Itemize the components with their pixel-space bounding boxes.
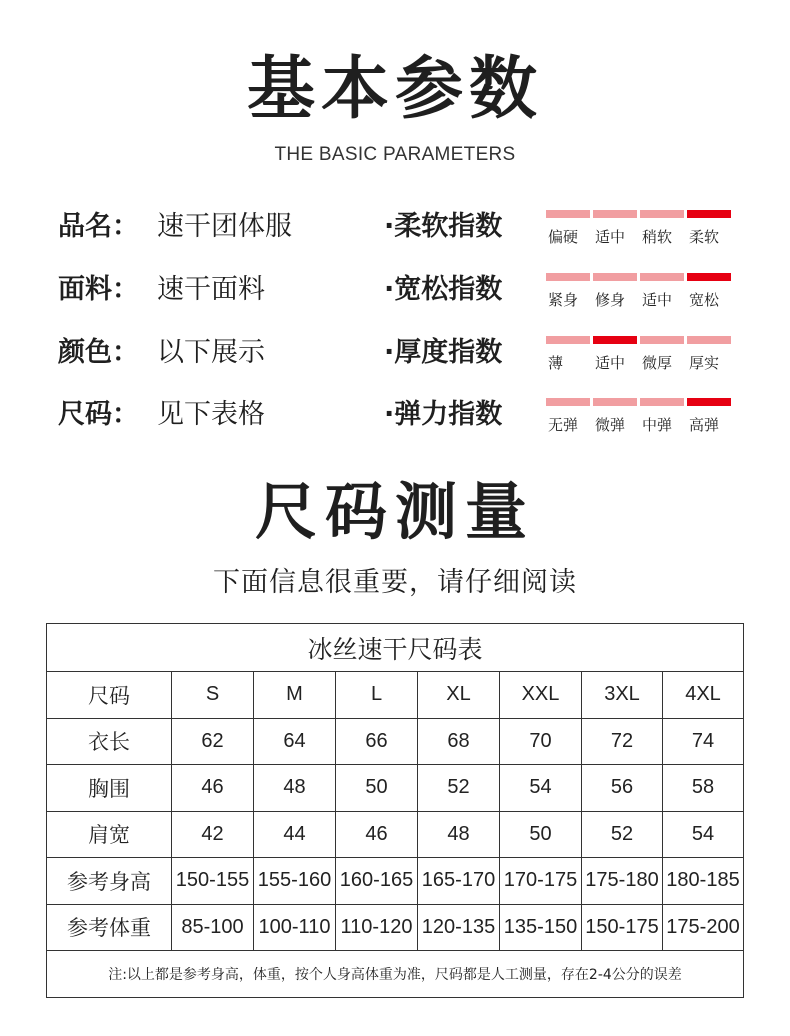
table-cell: 50	[500, 811, 582, 858]
row-header: 尺码	[47, 672, 172, 719]
scale-bar	[687, 336, 731, 344]
table-cell: 160-165	[336, 858, 418, 905]
scale-label: 中弹	[642, 416, 673, 434]
scale-bar	[546, 273, 590, 281]
index-label: ·宽松指数	[384, 274, 503, 305]
scale-label: 高弹	[689, 416, 720, 434]
scale-bar-active	[593, 336, 637, 344]
table-cell: S	[172, 672, 254, 719]
scale-bar	[640, 336, 684, 344]
scale-label: 无弹	[548, 416, 579, 434]
param-value: 以下展示	[157, 337, 265, 368]
param-label: 颜色：	[58, 337, 139, 368]
scale-bar	[593, 210, 637, 218]
table-row	[47, 672, 744, 719]
table-cell: 70	[500, 718, 582, 765]
table-cell: 85-100	[172, 904, 254, 951]
table-cell: 54	[500, 765, 582, 812]
param-value: 见下表格	[157, 399, 265, 430]
table-row	[47, 811, 744, 858]
table-cell: 44	[254, 811, 336, 858]
table-cell: 48	[254, 765, 336, 812]
table-cell: 100-110	[254, 904, 336, 951]
table-cell: 170-175	[500, 858, 582, 905]
scale-label: 修身	[595, 291, 626, 309]
row-header: 肩宽	[47, 811, 172, 858]
row-header: 胸围	[47, 765, 172, 812]
scale-label: 稍软	[642, 228, 673, 246]
scale-label: 微弹	[595, 416, 626, 434]
table-cell: 64	[254, 718, 336, 765]
table-cell: L	[336, 672, 418, 719]
size-table-caption: 冰丝速干尺码表	[47, 624, 744, 672]
index-scale	[546, 210, 734, 254]
param-row	[0, 392, 790, 442]
param-value: 速干面料	[157, 274, 265, 305]
table-row	[47, 765, 744, 812]
scale-bar-active	[687, 210, 731, 218]
scale-bar	[546, 210, 590, 218]
scale-bar	[640, 398, 684, 406]
param-value: 速干团体服	[157, 211, 292, 242]
table-cell: 56	[582, 765, 663, 812]
table-note: 注:以上都是参考身高，体重，按个人身高体重为准，尺码都是人工测量，存在2-4公分的误差	[47, 951, 744, 998]
scale-label: 适中	[642, 291, 673, 309]
scale-bar-active	[687, 398, 731, 406]
param-row	[0, 330, 790, 380]
scale-label: 柔软	[689, 228, 720, 246]
scale-label: 微厚	[642, 354, 673, 372]
table-cell: 52	[582, 811, 663, 858]
index-scale	[546, 273, 734, 317]
scale-label: 紧身	[548, 291, 579, 309]
scale-bar	[640, 273, 684, 281]
table-cell: 46	[172, 765, 254, 812]
table-cell: 4XL	[663, 672, 744, 719]
table-row	[47, 718, 744, 765]
index-label: ·弹力指数	[384, 399, 503, 430]
scale-label: 厚实	[689, 354, 720, 372]
table-cell: 50	[336, 765, 418, 812]
param-row	[0, 267, 790, 317]
table-cell: 150-175	[582, 904, 663, 951]
table-cell: 52	[418, 765, 500, 812]
table-cell: 180-185	[663, 858, 744, 905]
page-title: 基本参数	[246, 50, 543, 129]
table-cell: 54	[663, 811, 744, 858]
table-cell: 72	[582, 718, 663, 765]
size-section-subtitle: 下面信息很重要，请仔细阅读	[213, 567, 577, 598]
scale-label: 宽松	[689, 291, 720, 309]
table-cell: 165-170	[418, 858, 500, 905]
table-cell: XXL	[500, 672, 582, 719]
param-label: 尺码：	[58, 399, 139, 430]
scale-bar-active	[687, 273, 731, 281]
scale-label: 适中	[595, 228, 626, 246]
param-label: 品名：	[58, 211, 139, 242]
scale-label: 薄	[548, 354, 564, 372]
table-cell: 58	[663, 765, 744, 812]
table-cell: M	[254, 672, 336, 719]
table-cell: 42	[172, 811, 254, 858]
index-scale	[546, 336, 734, 380]
table-cell: 120-135	[418, 904, 500, 951]
index-scale	[546, 398, 734, 442]
page-subtitle: THE BASIC PARAMETERS	[274, 144, 516, 165]
table-cell: 175-180	[582, 858, 663, 905]
index-label: ·柔软指数	[384, 211, 503, 242]
scale-bar	[546, 398, 590, 406]
table-cell: 110-120	[336, 904, 418, 951]
size-table	[46, 623, 744, 998]
scale-bar	[640, 210, 684, 218]
table-row	[47, 904, 744, 951]
row-header: 参考身高	[47, 858, 172, 905]
row-header: 衣长	[47, 718, 172, 765]
scale-bar	[593, 273, 637, 281]
table-cell: 74	[663, 718, 744, 765]
table-cell: 150-155	[172, 858, 254, 905]
scale-bar	[546, 336, 590, 344]
table-cell: 48	[418, 811, 500, 858]
row-header: 参考体重	[47, 904, 172, 951]
table-cell: 3XL	[582, 672, 663, 719]
table-cell: 62	[172, 718, 254, 765]
table-note-row	[47, 951, 744, 998]
scale-label: 偏硬	[548, 228, 579, 246]
scale-label: 适中	[595, 354, 626, 372]
table-cell: 135-150	[500, 904, 582, 951]
param-label: 面料：	[58, 274, 139, 305]
table-cell: 155-160	[254, 858, 336, 905]
table-row	[47, 858, 744, 905]
size-section-title: 尺码测量	[254, 475, 535, 548]
table-cell: 68	[418, 718, 500, 765]
index-label: ·厚度指数	[384, 337, 503, 368]
table-cell: 66	[336, 718, 418, 765]
table-cell: 46	[336, 811, 418, 858]
scale-bar	[593, 398, 637, 406]
table-cell: 175-200	[663, 904, 744, 951]
table-cell: XL	[418, 672, 500, 719]
param-row	[0, 204, 790, 254]
